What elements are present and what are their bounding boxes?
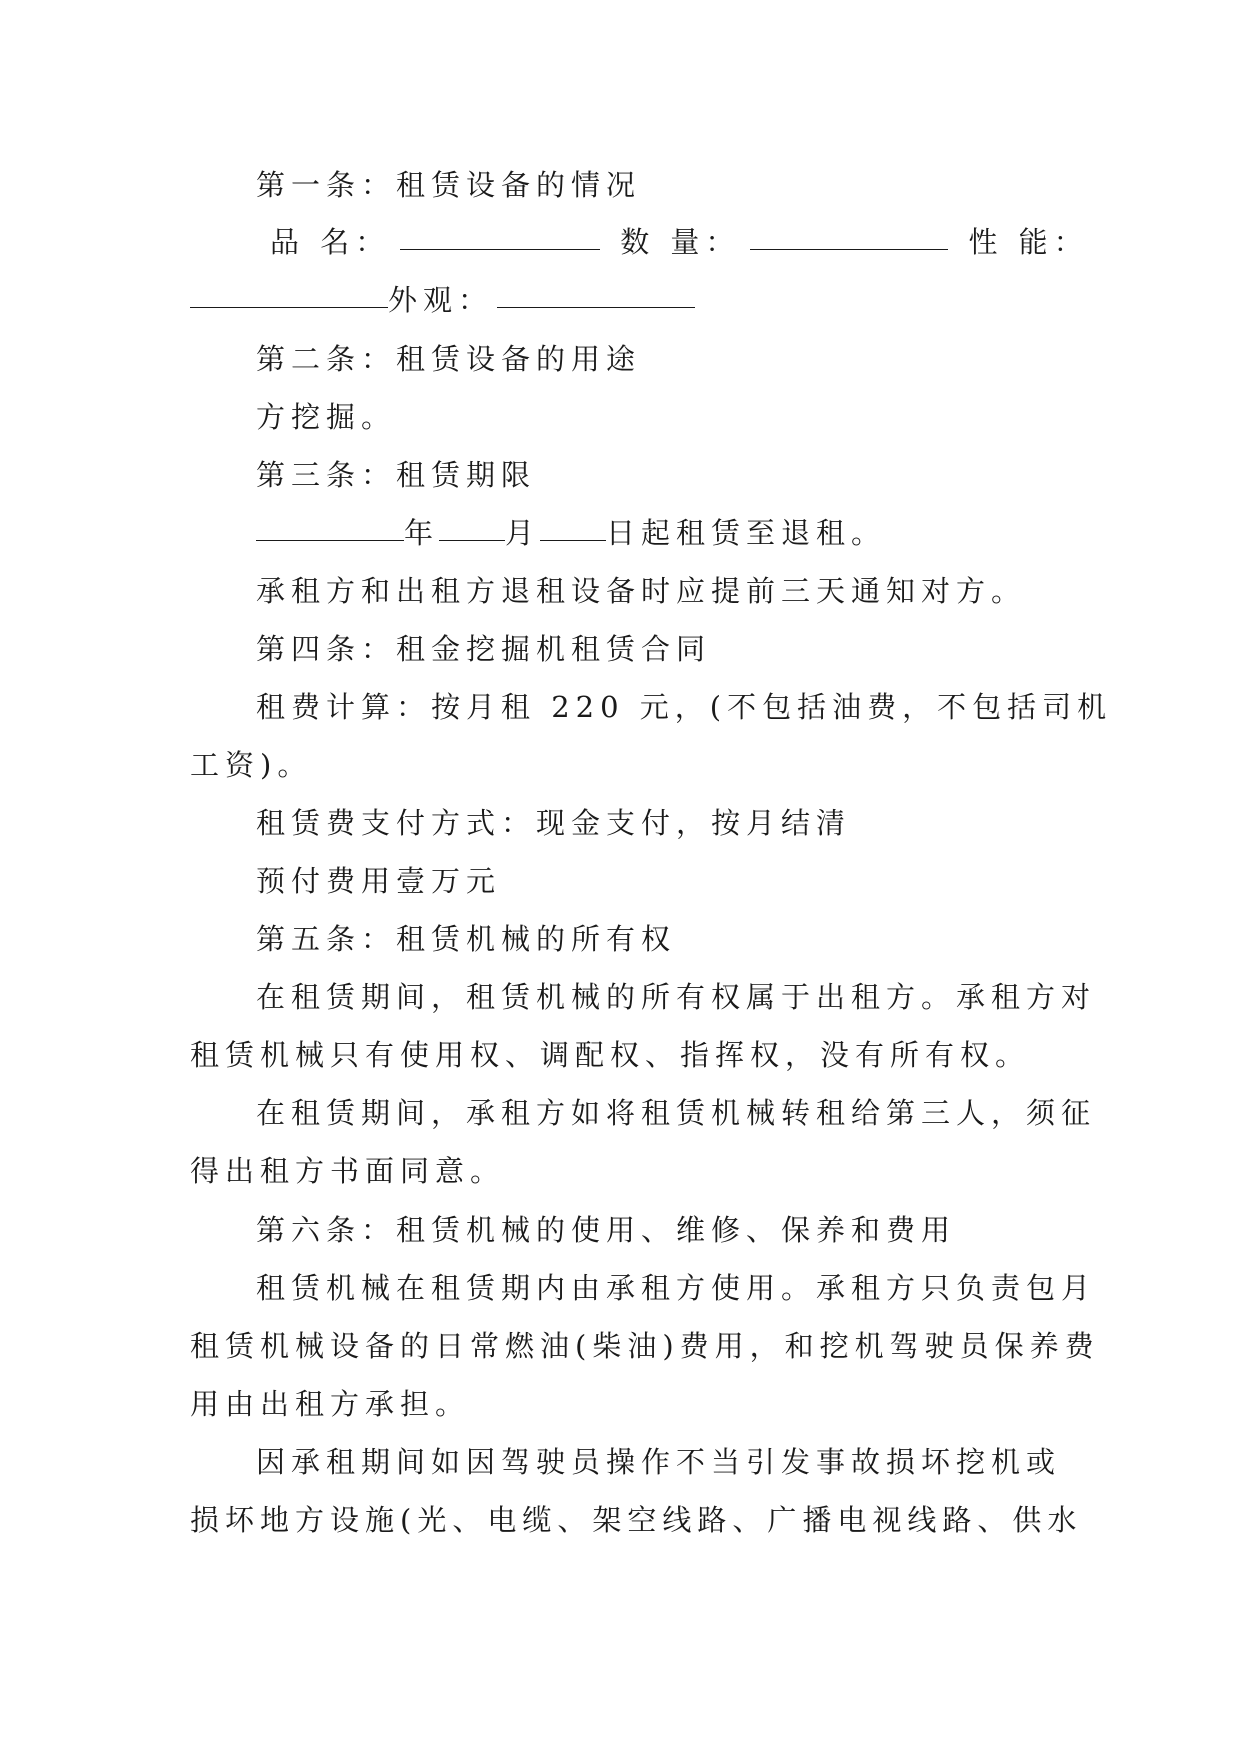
name-blank[interactable] bbox=[400, 247, 600, 250]
prepayment: 预付费用壹万元 bbox=[256, 864, 502, 898]
quantity-label: 数 量： bbox=[620, 225, 741, 259]
month-label: 月 bbox=[505, 516, 541, 550]
fee-calc-line-2: 工资)。 bbox=[190, 748, 313, 782]
article-3-title: 第三条：租赁期限 bbox=[256, 458, 537, 492]
usage-line-3: 用由出租方承担。 bbox=[190, 1387, 471, 1421]
accident-line-1: 因承租期间如因驾驶员操作不当引发事故损坏挖机或 bbox=[256, 1445, 1062, 1479]
day-blank[interactable] bbox=[540, 538, 606, 541]
month-blank[interactable] bbox=[439, 538, 505, 541]
lease-period-line bbox=[256, 513, 886, 553]
equipment-fields-line bbox=[270, 222, 1089, 262]
article-4-title: 第四条：租金挖掘机租赁合同 bbox=[256, 632, 712, 666]
ownership-line-2: 租赁机械只有使用权、调配权、指挥权，没有所有权。 bbox=[190, 1038, 1031, 1072]
name-label: 品 名： bbox=[270, 225, 391, 259]
payment-method: 租赁费支付方式：现金支付，按月结清 bbox=[256, 806, 852, 840]
performance-label: 性 能： bbox=[968, 225, 1089, 259]
appearance-line bbox=[190, 280, 695, 320]
sublease-line-2: 得出租方书面同意。 bbox=[190, 1154, 506, 1188]
ownership-line-1: 在租赁期间，租赁机械的所有权属于出租方。承租方对 bbox=[256, 980, 1097, 1014]
appearance-blank[interactable] bbox=[497, 305, 695, 308]
day-text: 日起租赁至退租。 bbox=[606, 516, 887, 550]
fee-calc-line-1: 租费计算：按月租 220 元，(不包括油费，不包括司机 bbox=[256, 690, 1113, 724]
performance-blank[interactable] bbox=[190, 305, 388, 308]
usage-line-1: 租赁机械在租赁期内由承租方使用。承租方只负责包月 bbox=[256, 1271, 1097, 1305]
article-2-title: 第二条：租赁设备的用途 bbox=[256, 342, 642, 376]
usage-line-2: 租赁机械设备的日常燃油(柴油)费用，和挖机驾驶员保养费 bbox=[190, 1329, 1100, 1363]
year-label: 年 bbox=[404, 516, 440, 550]
return-notice: 承租方和出租方退租设备时应提前三天通知对方。 bbox=[256, 574, 1027, 608]
year-blank[interactable] bbox=[256, 538, 404, 541]
article-5-title: 第五条：租赁机械的所有权 bbox=[256, 922, 677, 956]
accident-line-2: 损坏地方设施(光、电缆、架空线路、广播电视线路、供水 bbox=[190, 1503, 1083, 1537]
article-6-title: 第六条：租赁机械的使用、维修、保养和费用 bbox=[256, 1213, 957, 1247]
article-1-title: 第一条：租赁设备的情况 bbox=[256, 168, 642, 202]
article-2-text: 方挖掘。 bbox=[256, 400, 397, 434]
appearance-label: 外观： bbox=[388, 283, 494, 317]
sublease-line-1: 在租赁期间，承租方如将租赁机械转租给第三人，须征 bbox=[256, 1096, 1097, 1130]
quantity-blank[interactable] bbox=[750, 247, 948, 250]
